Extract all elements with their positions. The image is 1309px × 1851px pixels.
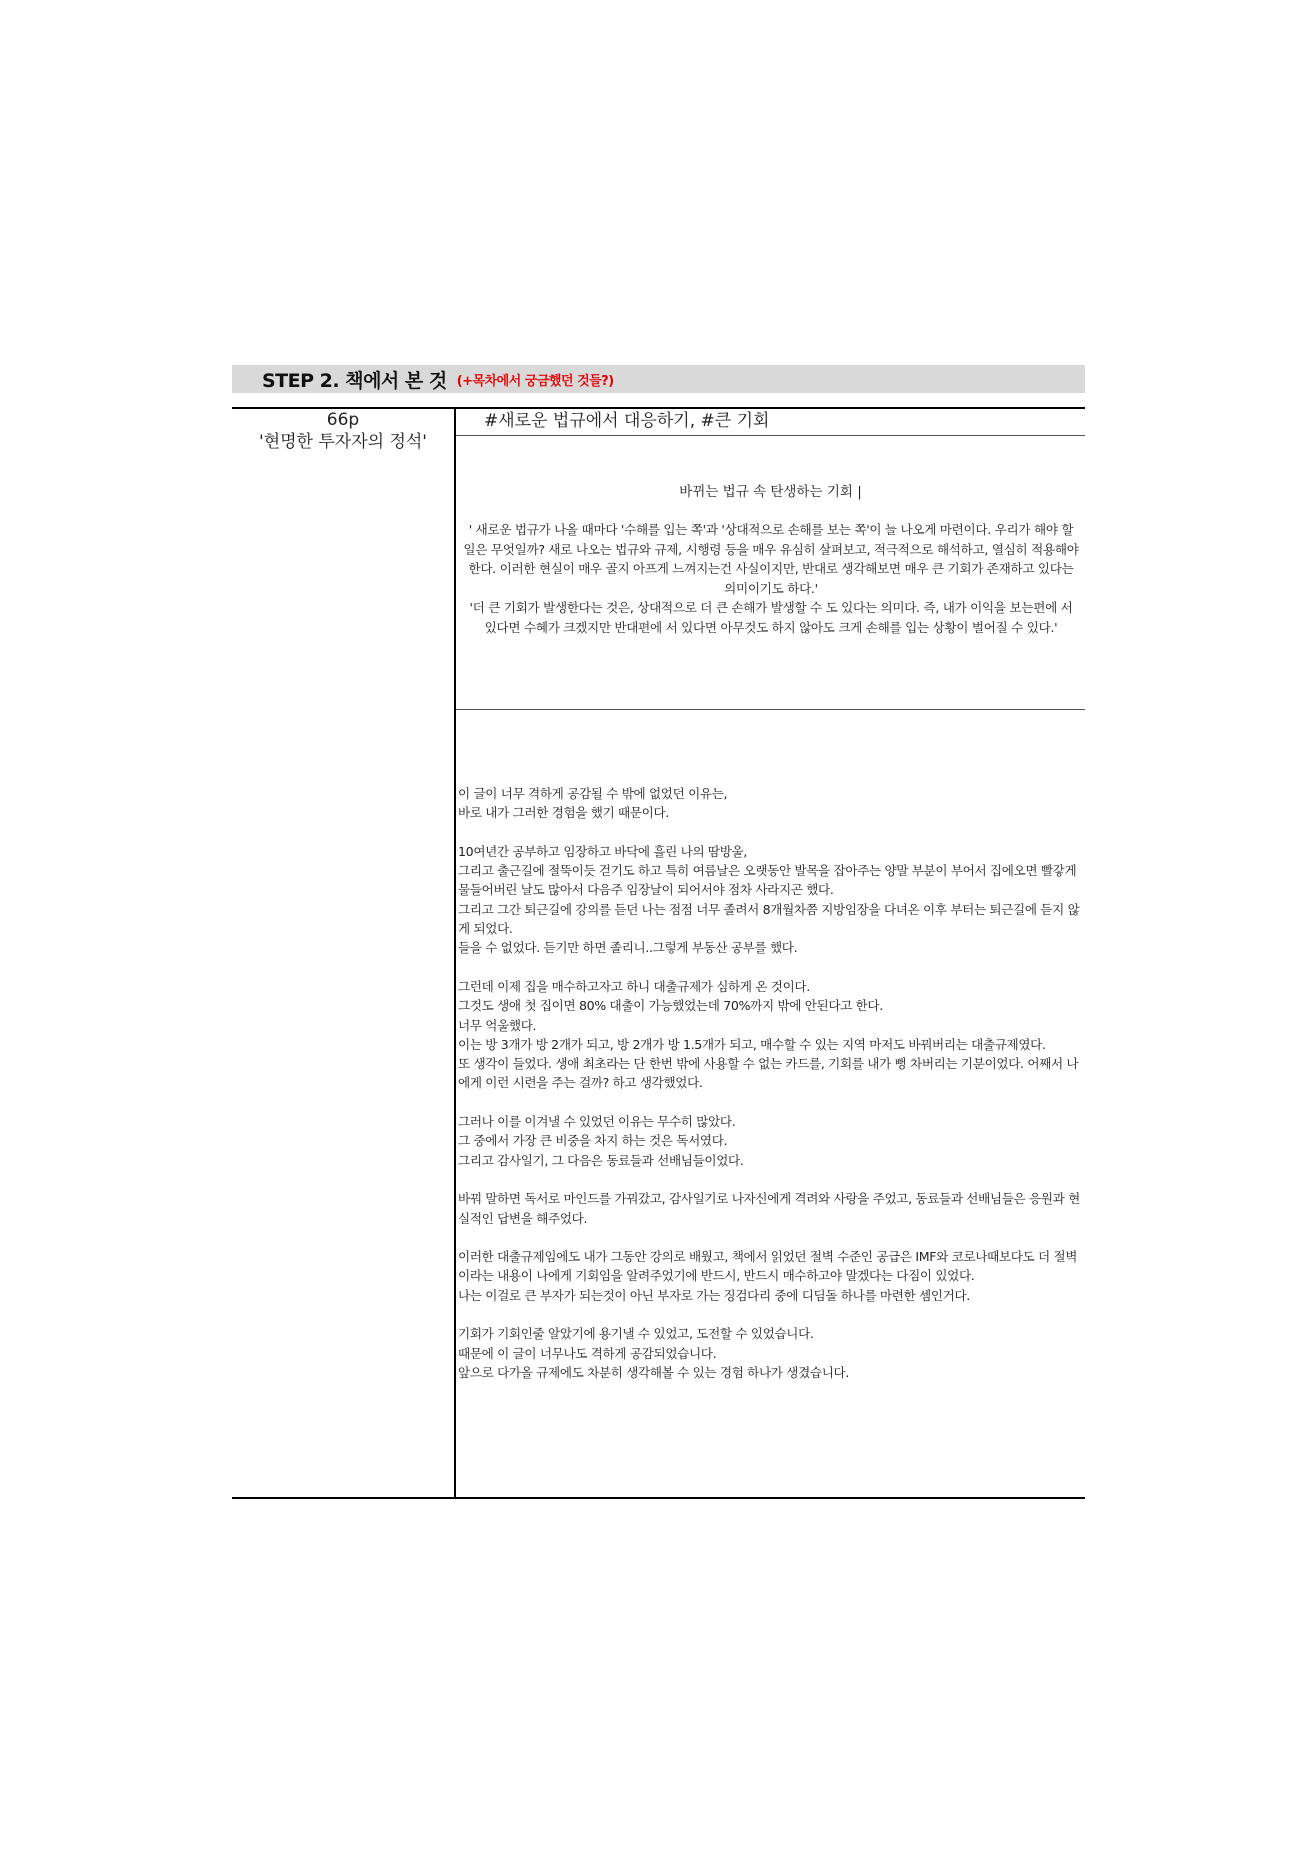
essay-paragraph bbox=[458, 784, 1082, 823]
essay-line: 또 생각이 들었다. 생애 최초라는 단 한번 밖에 사용할 수 없는 카드를, 기회를 내가 뻥 차버리는 기분이었다. 어째서 나에게 이런 시련을 주는 걸까? 하고 생각했었다. bbox=[458, 1056, 1079, 1091]
quote-paragraph: ' 새로운 법규가 나올 때마다 '수해를 입는 쪽'과 '상대적으로 손해를 보는 쪽'이 늘 나오게 마련이다. 우리가 해야 할 일은 무엇일까? 새로 나오는 법규와 규제, 시행령 등을 매우 유심히 살펴보고, 적극적으로 해석하고, 열심히 적용해야 한다. 이러한 현실이 매우 골지 아프게 느껴지는건 사실이지만, 반대로 생각해보면 매우 큰 기회가 존재하고 있다는 의미이기도 하다.' bbox=[463, 522, 1079, 596]
hashtags: #새로운 법규에서 대응하기, #큰 기회 bbox=[484, 411, 770, 431]
essay-line: 이러한 대출규제임에도 내가 그동안 강의로 배웠고, 책에서 읽었던 절벽 수준인 공급은 IMF와 코로나때보다도 더 절벽이라는 내용이 나에게 기회임을 알려주었기에 반드시, 반드시 매수하고야 말겠다는 다짐이 있었다. bbox=[458, 1249, 1078, 1284]
table-bottom-border bbox=[232, 1497, 1085, 1499]
essay-paragraph bbox=[458, 1189, 1082, 1228]
quote-paragraph: '더 큰 기회가 발생한다는 것은, 상대적으로 더 큰 손해가 발생할 수 도 있다는 의미다. 즉, 내가 이익을 보는편에 서 있다면 수혜가 크겠지만 반대편에 서 있다면 아무것도 하지 않아도 크게 손해를 입는 상황이 벌어질 수 있다.' bbox=[469, 600, 1073, 635]
essay-line: 바로 내가 그러한 경험을 했기 때문이다. bbox=[458, 805, 669, 821]
essay-line: 바꿔 말하면 독서로 마인드를 가꿔갔고, 감사일기로 나자신에게 격려와 사랑을 주었고, 동료들과 선배님들은 응원과 현실적인 답변을 해주었다. bbox=[458, 1191, 1080, 1226]
essay-line: 너무 억울했다. bbox=[458, 1017, 537, 1033]
essay-line: 그 중에서 가장 큰 비중을 차지 하는 것은 독서였다. bbox=[458, 1133, 728, 1149]
essay-line: 나는 이걸로 큰 부자가 되는것이 아닌 부자로 가는 징검다리 중에 디딤돌 하나를 마련한 셈인거다. bbox=[458, 1287, 970, 1303]
essay-line: 때문에 이 글이 너무나도 격하게 공감되었습니다. bbox=[458, 1345, 717, 1361]
essay-line: 그리고 그간 퇴근길에 강의를 듣던 나는 점점 너무 졸려서 8개월차쯤 지방임장을 다녀온 이후 부터는 퇴근길에 듣지 않게 되었다. bbox=[458, 901, 1080, 937]
essay-line: 10여년간 공부하고 임장하고 바닥에 흘린 나의 땀방울, bbox=[458, 843, 748, 859]
essay-line: 그것도 생애 첫 집이면 80% 대출이 가능했었는데 70%까지 밖에 안된다고 한다. bbox=[458, 998, 883, 1014]
essay-paragraph bbox=[458, 1247, 1082, 1305]
essay-line: 들을 수 없었다. 듣기만 하면 졸리니..그렇게 부동산 공부를 했다. bbox=[458, 940, 798, 956]
section-title: STEP 2. 책에서 본 것 bbox=[262, 369, 447, 392]
table-column-divider bbox=[454, 407, 456, 1499]
source-cell bbox=[232, 409, 454, 453]
essay-paragraph bbox=[458, 1324, 1082, 1382]
book-title: '현명한 투자자의 정석' bbox=[259, 432, 427, 452]
essay-line: 그런데 이제 집을 매수하고자고 하니 대출규제가 심하게 온 것이다. bbox=[458, 978, 810, 994]
essay-line: 그리고 출근길에 절뚝이듯 걷기도 하고 특히 여름날은 오랫동안 발목을 잡아주는 양말 부분이 부어서 집에오면 빨갛게 물들어버린 날도 많아서 다음주 임장날이 되어서야 점차 사라지곤 했다. bbox=[458, 863, 1077, 898]
quote-body bbox=[462, 520, 1080, 637]
quote-divider bbox=[456, 709, 1085, 710]
section-subtitle: (+목차에서 궁금했던 것들?) bbox=[456, 373, 614, 389]
section-header-bar bbox=[232, 365, 1085, 393]
page-number: 66p bbox=[326, 410, 360, 430]
essay-paragraph bbox=[458, 977, 1082, 1093]
essay-line: 이는 방 3개가 방 2개가 되고, 방 2개가 방 1.5개가 되고, 매수할 수 있는 지역 마저도 바꿔버리는 대출규제였다. bbox=[458, 1036, 1046, 1052]
essay-line: 그리고 감사일기, 그 다음은 동료들과 선배님들이었다. bbox=[458, 1152, 744, 1168]
essay-paragraph bbox=[458, 1112, 1082, 1170]
essay-paragraph bbox=[458, 842, 1082, 958]
quote-title: 바뀌는 법규 속 탄생하는 기회 | bbox=[679, 484, 862, 500]
reflection-essay bbox=[458, 784, 1082, 1402]
essay-line: 기회가 기회인줄 알았기에 용기낼 수 있었고, 도전할 수 있었습니다. bbox=[458, 1326, 814, 1342]
tags-divider bbox=[456, 435, 1085, 436]
essay-line: 그러나 이를 이겨낼 수 있었던 이유는 무수히 많았다. bbox=[458, 1114, 736, 1130]
essay-line: 이 글이 너무 격하게 공감될 수 밖에 없었던 이유는, bbox=[458, 786, 728, 801]
essay-line: 앞으로 다가올 규제에도 차분히 생각해볼 수 있는 경험 하나가 생겼습니다. bbox=[458, 1364, 849, 1380]
